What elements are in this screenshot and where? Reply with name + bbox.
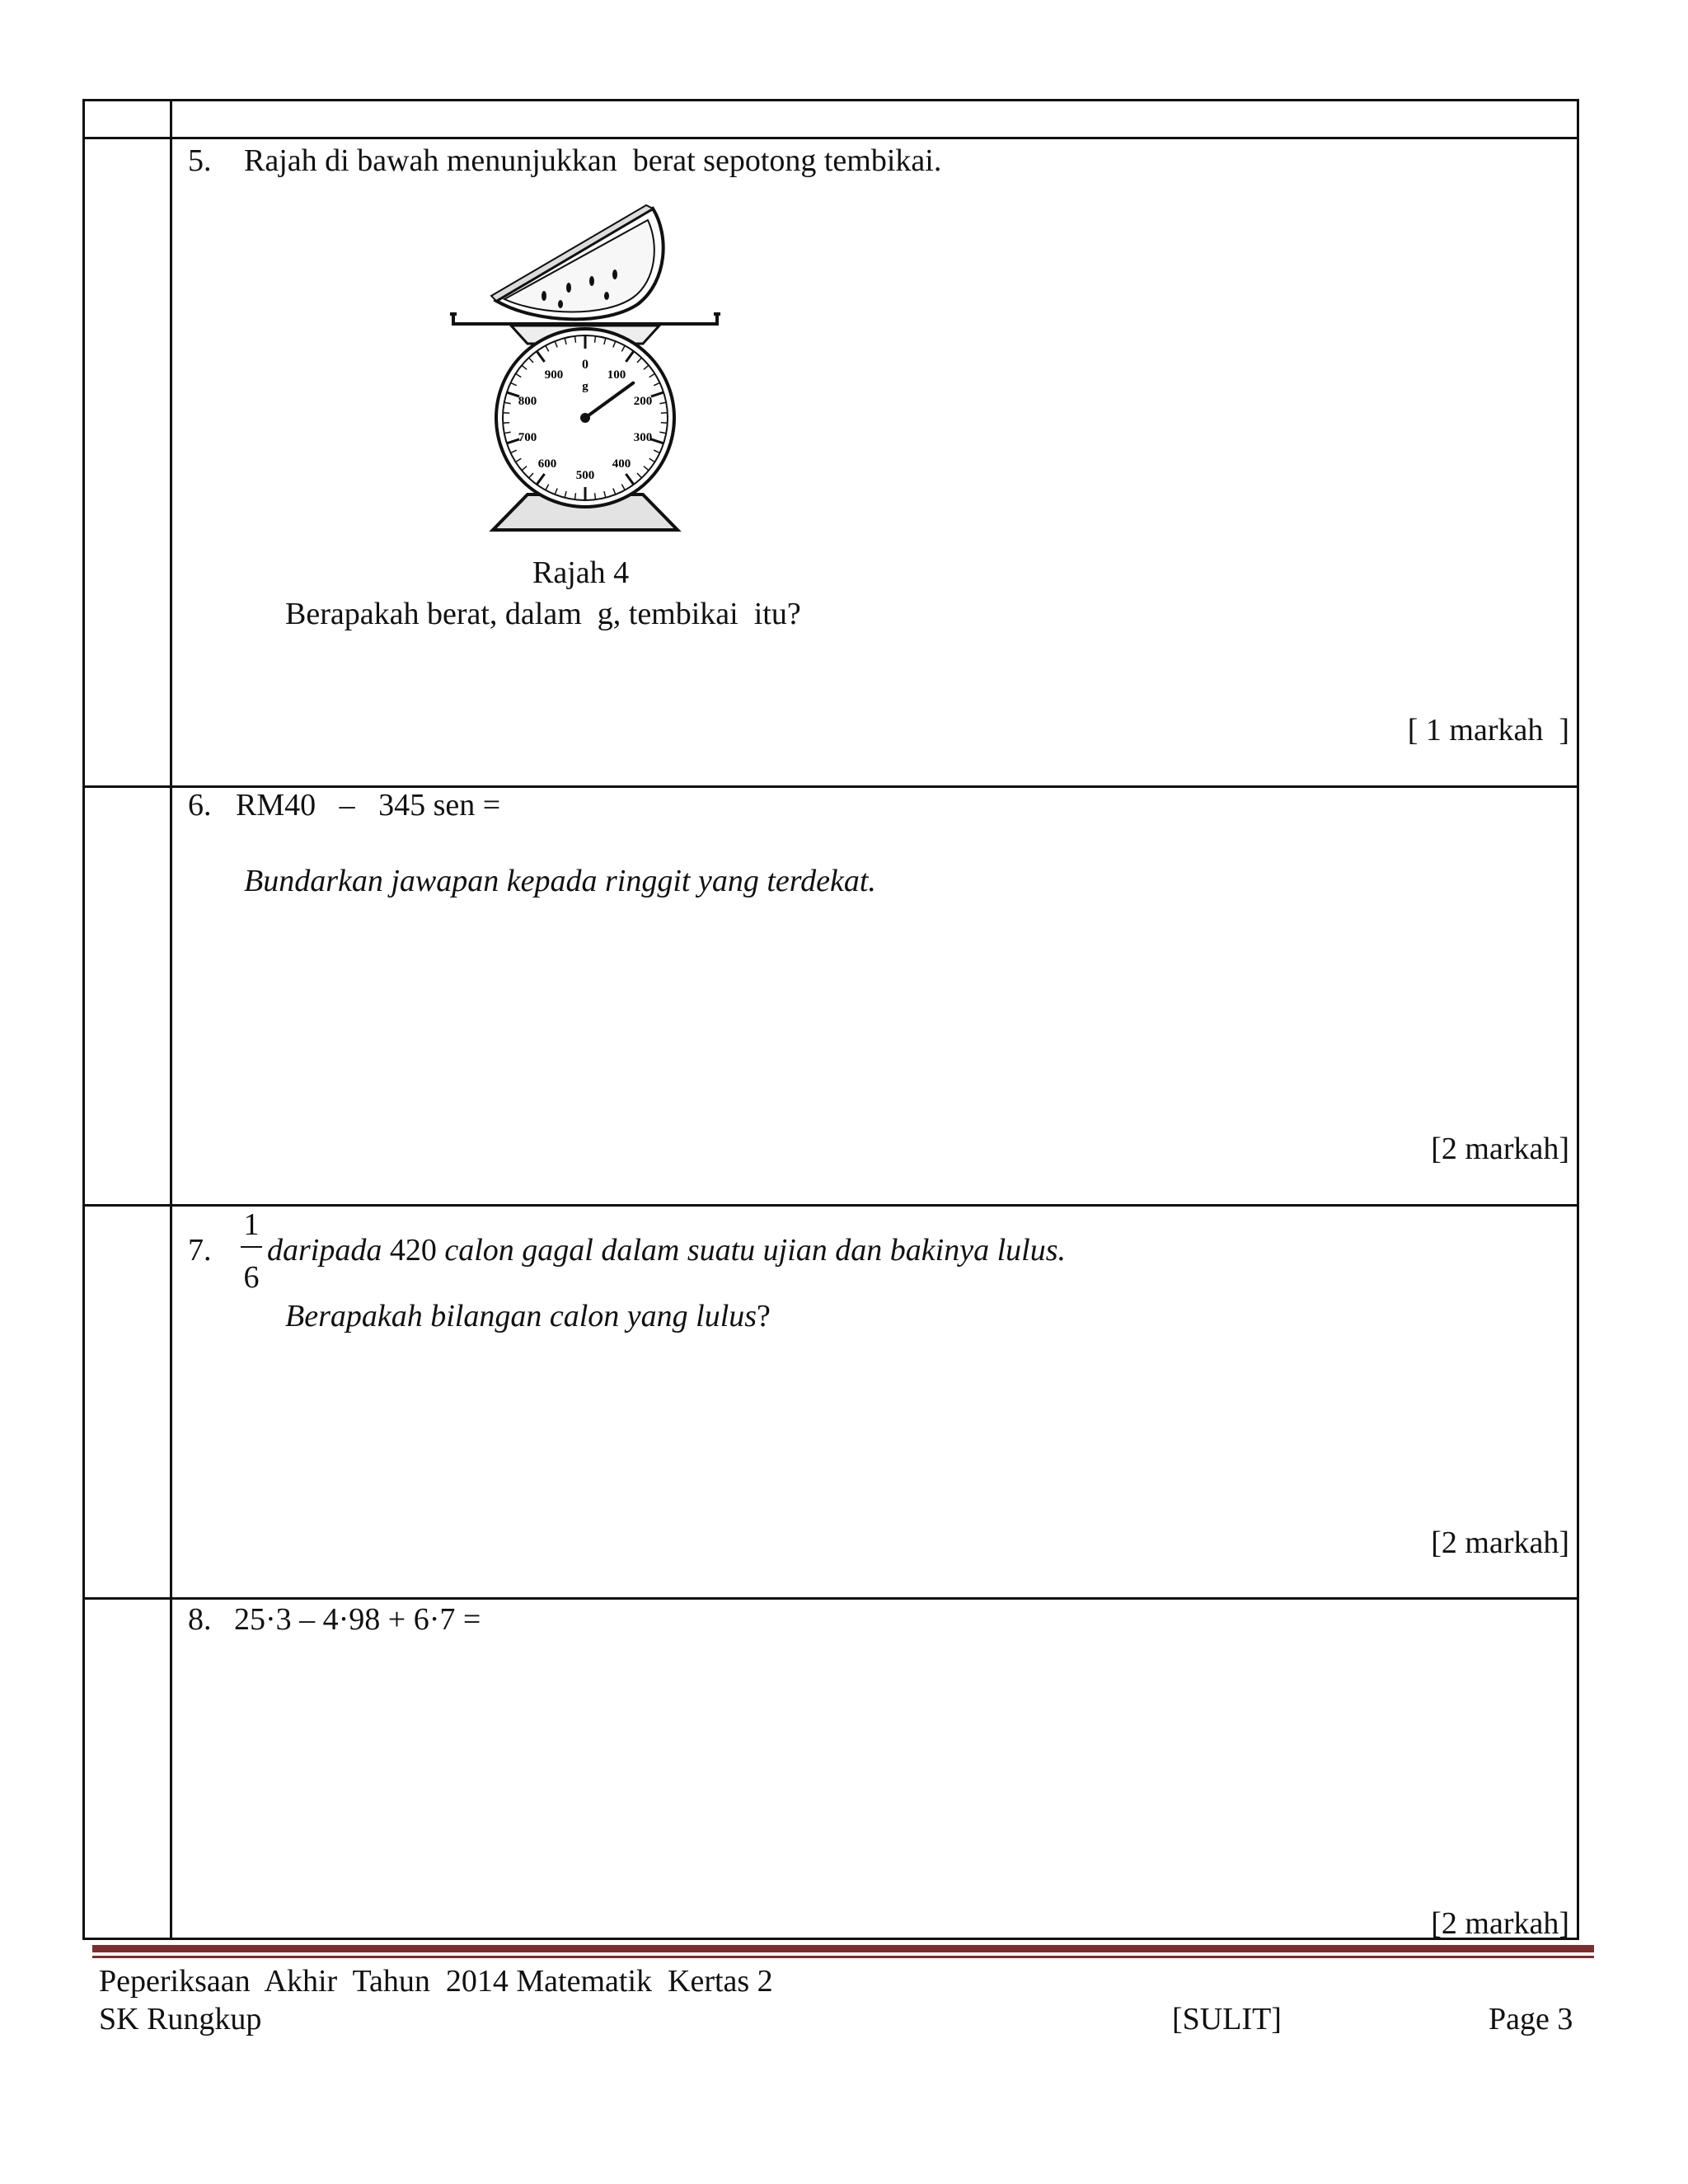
question-table — [82, 99, 1579, 1940]
dial-label-200: 200 — [633, 395, 653, 408]
q7-fraction-bar — [241, 1246, 262, 1248]
footer-classification: [SULIT] — [1172, 2002, 1282, 2036]
q7-question-mark: ? — [757, 1299, 771, 1333]
dial-label-900: 900 — [544, 368, 564, 382]
q7-question — [285, 1301, 771, 1332]
dial-label-800: 800 — [518, 395, 537, 408]
dial-minor-tick — [661, 413, 668, 414]
table-column-divider — [170, 99, 172, 1940]
q7-marks: [2 markah] — [1431, 1526, 1569, 1560]
dial-minor-tick — [574, 493, 575, 499]
dial-minor-tick — [661, 423, 668, 424]
footer-page-number: Page 3 — [1489, 2002, 1573, 2036]
dial-pivot — [580, 413, 590, 423]
scale-illustration — [445, 202, 725, 540]
q8-marks: [2 markah] — [1431, 1906, 1569, 1941]
dial-minor-tick — [595, 493, 596, 499]
dial-label-700: 700 — [518, 431, 537, 444]
q7-number-420: 420 — [389, 1233, 437, 1268]
q7-question-text: Berapakah bilangan calon yang lulus — [285, 1299, 757, 1333]
q8-number: 8. — [188, 1602, 212, 1637]
q6-marks: [2 markah] — [1431, 1132, 1569, 1166]
q6-number: 6. — [188, 788, 212, 823]
watermelon-slice — [491, 205, 663, 319]
dial-minor-tick — [574, 336, 575, 343]
dial-label-500: 500 — [575, 469, 595, 482]
q8-text: 25·3 – 4·98 + 6·7 = — [234, 1602, 481, 1637]
footer-rule-thin — [92, 1956, 1594, 1958]
dial-label-600: 600 — [537, 457, 557, 471]
q5-number: 5. — [188, 143, 212, 178]
q5-question: Berapakah berat, dalam g, tembikai itu? — [285, 597, 801, 631]
q5-figure-caption: Rajah 4 — [532, 555, 630, 590]
q7-number: 7. — [188, 1233, 212, 1268]
dial-unit: g — [582, 380, 588, 393]
dial-minor-tick — [503, 413, 509, 414]
q7-fraction-numerator: 1 — [243, 1207, 260, 1242]
dial-label-0: 0 — [582, 358, 588, 372]
q5-marks: [ 1 markah ] — [1407, 713, 1569, 748]
table-header-divider — [82, 137, 1579, 139]
q5-text: Rajah di bawah menunjukkan berat sepotong tembikai. — [244, 143, 942, 178]
footer-exam-title: Peperiksaan Akhir Tahun 2014 Matematik Kertas 2 — [99, 1964, 773, 1999]
q6-instruction: Bundarkan jawapan kepada ringgit yang terdekat. — [244, 864, 876, 898]
q7-text-a: daripada — [267, 1233, 382, 1268]
dial-label-300: 300 — [633, 431, 653, 444]
scale-dial — [496, 329, 674, 507]
dial-minor-tick — [595, 336, 596, 343]
q6-text: RM40 – 345 sen = — [236, 788, 501, 823]
footer-school: SK Rungkup — [99, 2002, 262, 2036]
row-divider-q7 — [82, 1204, 1579, 1207]
dial-minor-tick — [503, 423, 509, 424]
row-divider-q8 — [82, 1597, 1579, 1600]
q7-text-b: calon gagal dalam suatu ujian dan bakinya lulus. — [444, 1233, 1066, 1268]
q7-fraction-denominator: 6 — [243, 1260, 260, 1295]
dial-label-100: 100 — [607, 368, 626, 382]
q7-text — [267, 1235, 1066, 1266]
footer-rule-thick — [92, 1945, 1594, 1952]
dial-label-400: 400 — [612, 457, 631, 471]
